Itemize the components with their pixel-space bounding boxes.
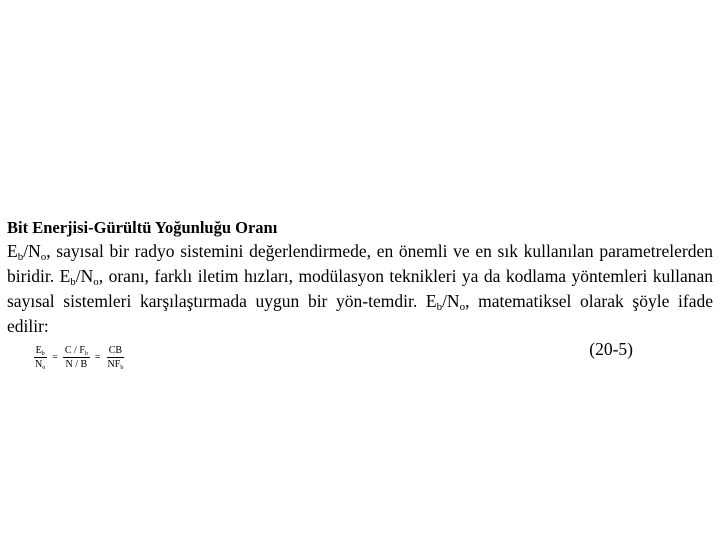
formula-subscript: b — [84, 351, 88, 357]
eb-symbol-2 — [60, 266, 99, 286]
subscript-b: b — [17, 251, 24, 263]
subscript-o: o — [40, 251, 47, 263]
fraction-denominator: N / B — [65, 359, 88, 370]
slash-n: /N — [442, 291, 460, 311]
formula-text: E — [35, 345, 42, 356]
formula-subscript: b — [41, 351, 45, 357]
slash-n: /N — [23, 241, 41, 261]
e-letter: E — [59, 266, 71, 286]
subscript-o: o — [93, 276, 99, 288]
sentence-2: , oranı, farklı iletim hızları, modülasyon teknikleri ya da kodlama yöntemleri kullanan sayısal sistemleri karşılaştırmada uygun bir yön-temdir. — [7, 266, 714, 311]
document-body — [7, 217, 713, 379]
ebno-formula — [31, 345, 127, 370]
equals-sign: = — [52, 352, 58, 363]
formula-subscript: o — [42, 365, 46, 371]
formula-text: C / F — [64, 345, 85, 356]
equals-sign: = — [94, 352, 101, 363]
subscript-o: o — [459, 301, 466, 313]
fraction-cfb-over-nb — [61, 345, 92, 370]
fraction-denominator — [106, 358, 126, 370]
sentence-3: , matematiksel olarak şöyle ifade edilir: — [7, 291, 713, 336]
fraction-numerator: CB — [108, 345, 123, 356]
fraction-numerator — [34, 345, 47, 358]
body-paragraph — [7, 239, 713, 339]
subscript-b: b — [436, 301, 443, 313]
fraction-eb-over-no — [31, 345, 49, 370]
subscript-b: b — [70, 276, 76, 288]
fraction-cb-over-nfb — [104, 345, 128, 370]
sentence-1: , sayısal bir radyo sistemini değerlendirmede, en önemli ve en sık kullanılan parametrelerden biridir. — [7, 241, 713, 286]
equation-row — [7, 339, 713, 379]
formula-text: NF — [107, 359, 121, 370]
e-letter: E — [7, 241, 18, 261]
e-letter: E — [425, 291, 437, 311]
fraction-numerator — [63, 345, 90, 358]
equation-number: (20-5) — [589, 339, 633, 359]
eb-symbol-3 — [426, 291, 465, 311]
formula-subscript: b — [120, 365, 124, 371]
eb-symbol-1 — [7, 241, 46, 261]
fraction-denominator — [33, 358, 47, 370]
section-heading: Bit Enerjisi-Gürültü Yoğunluğu Oranı — [7, 218, 278, 237]
formula-text: N — [35, 359, 43, 370]
slash-n: /N — [75, 266, 94, 286]
